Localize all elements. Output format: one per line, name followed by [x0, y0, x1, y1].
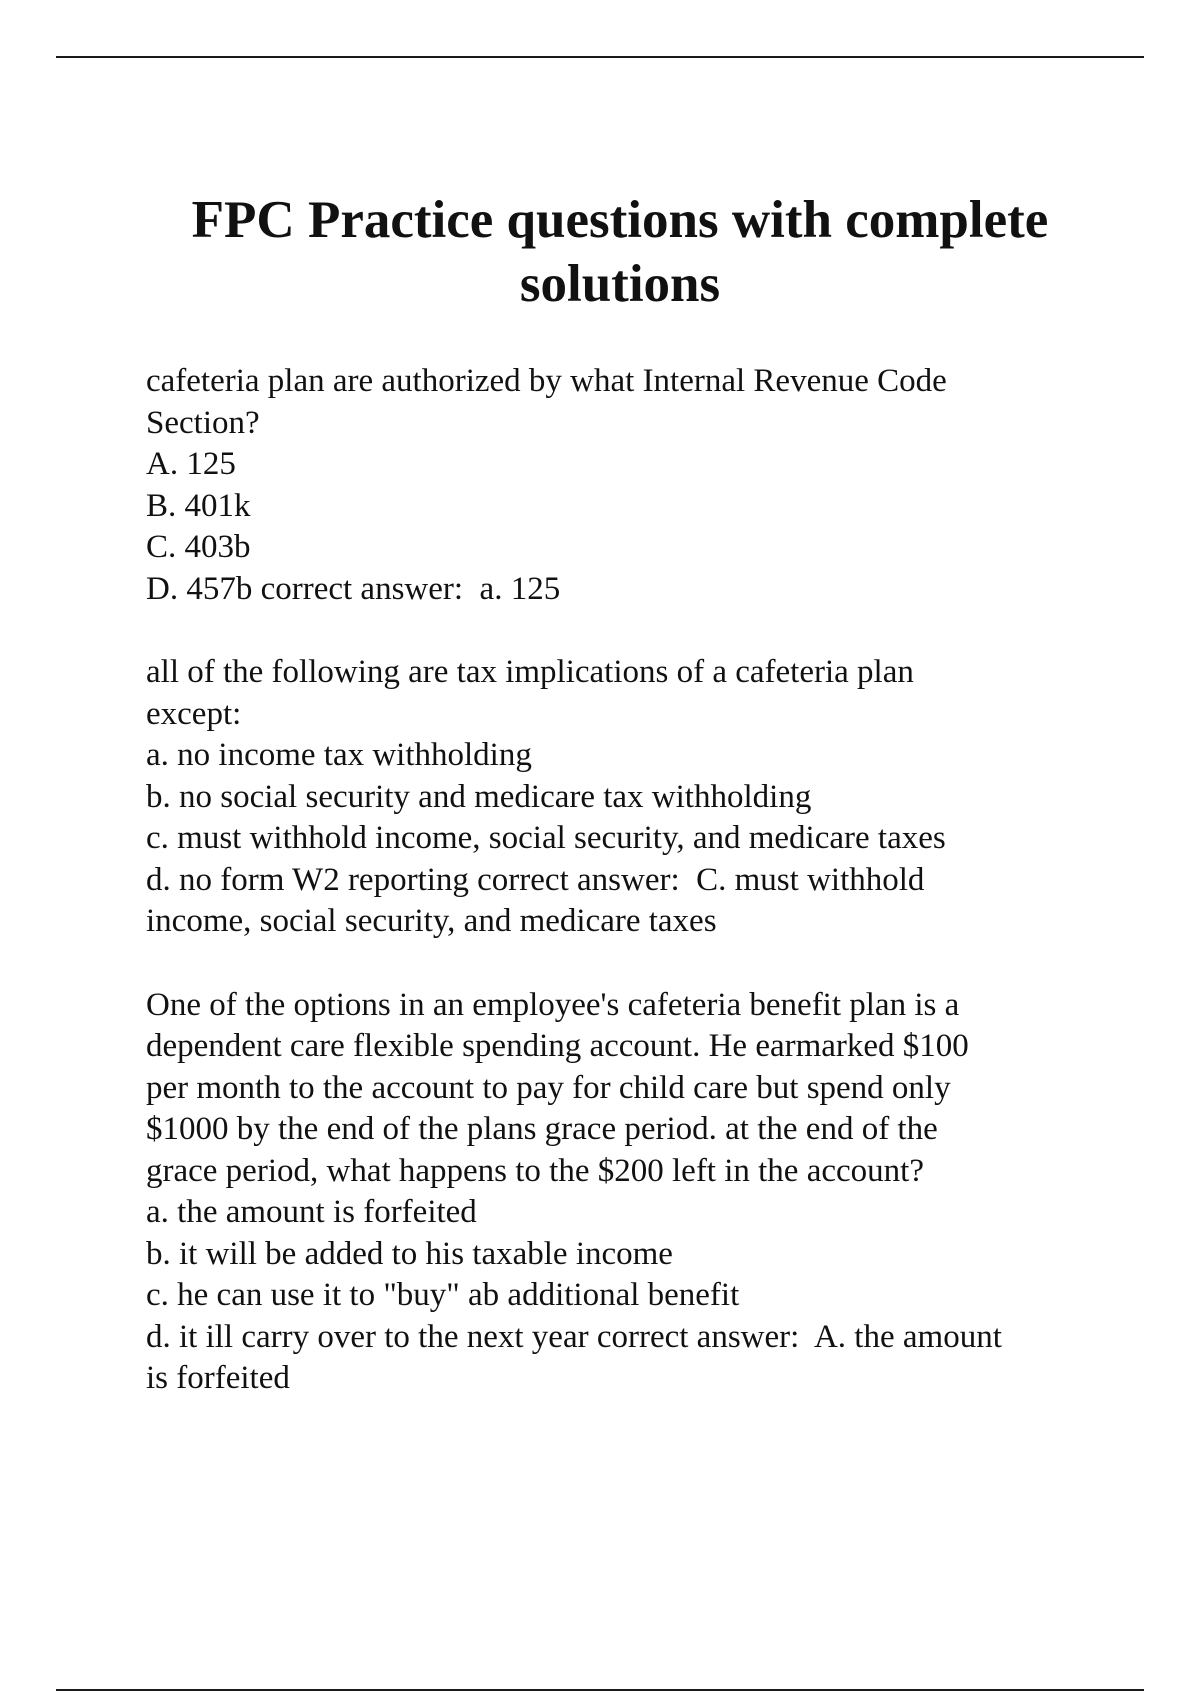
question-text: One of the options in an employee's cafeteria benefit plan is a	[146, 986, 960, 1023]
answer-option-with-correct-answer: d. no form W2 reporting correct answer: C. must withhold	[146, 861, 925, 898]
question-text: all of the following are tax implications of a cafeteria plan	[146, 654, 914, 690]
correct-answer-text: is forfeited	[146, 1360, 290, 1396]
questions-body	[146, 361, 1106, 1442]
page-title	[60, 188, 1180, 316]
question-text: grace period, what happens to the $200 left in the account?	[146, 1152, 924, 1189]
question-1	[146, 361, 1106, 610]
answer-option-with-correct-answer: d. it ill carry over to the next year correct answer: A. the amount	[146, 1318, 1002, 1355]
question-text: except:	[146, 695, 242, 732]
question-text: Section?	[146, 404, 260, 441]
answer-option: c. must withhold income, social security, and medicare taxes	[146, 820, 946, 856]
answer-option-with-correct-answer: D. 457b correct answer: a. 125	[146, 570, 561, 607]
question-text: cafeteria plan are authorized by what Internal Revenue Code	[146, 363, 947, 399]
answer-option: C. 403b	[146, 529, 251, 565]
question-text: $1000 by the end of the plans grace period. at the end of the	[146, 1111, 938, 1147]
title-line: FPC Practice questions with complete	[191, 191, 1049, 249]
answer-option: A. 125	[146, 446, 236, 482]
answer-option: a. no income tax withholding	[146, 737, 532, 773]
question-text: dependent care flexible spending account. He earmarked $100	[146, 1028, 969, 1064]
top-divider	[56, 56, 1144, 58]
answer-option: B. 401k	[146, 487, 251, 524]
answer-option: c. he can use it to "buy" ab additional benefit	[146, 1277, 740, 1313]
answer-option: b. it will be added to his taxable income	[146, 1235, 673, 1272]
answer-option: a. the amount is forfeited	[146, 1194, 477, 1230]
question-text: per month to the account to pay for child care but spend only	[146, 1069, 951, 1106]
bottom-divider	[56, 1689, 1144, 1691]
question-3	[146, 985, 1106, 1400]
title-line: solutions	[519, 255, 721, 313]
answer-option: b. no social security and medicare tax withholding	[146, 778, 812, 815]
correct-answer-text: income, social security, and medicare taxes	[146, 903, 717, 939]
question-2	[146, 652, 1106, 943]
